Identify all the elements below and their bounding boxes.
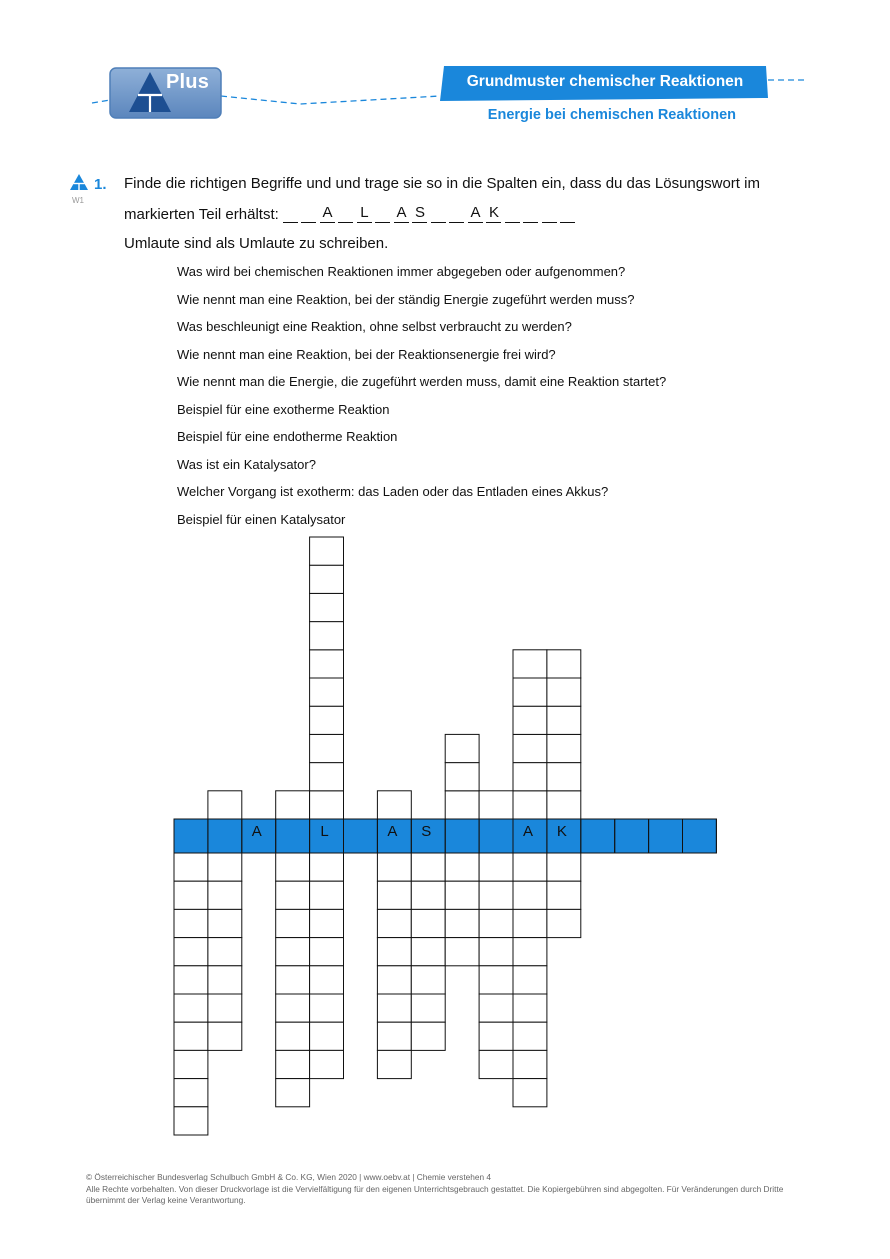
crossword-cell[interactable] [377,853,411,881]
header-subtitle: Energie bei chemischen Reaktionen [487,107,736,123]
logo-text: Plus [166,71,210,93]
crossword-cell[interactable] [479,938,513,966]
crossword-cell[interactable] [174,938,208,966]
crossword-cell[interactable] [513,706,547,734]
crossword-cell[interactable] [208,938,242,966]
crossword-cell[interactable] [208,909,242,937]
highlight-letter: A [251,823,262,840]
crossword-cell[interactable] [276,1022,310,1050]
crossword-cell[interactable] [377,881,411,909]
instruction-line-3: Umlaute sind als Umlaute zu schreiben. [124,235,389,252]
crossword-cell[interactable] [479,909,513,937]
header-title: Grundmuster chemischer Reaktionen [466,73,744,90]
question-item: Beispiel für eine exotherme Reaktion [177,401,390,417]
crossword-cell[interactable] [208,966,242,994]
crossword-cell[interactable] [445,763,479,791]
crossword-cell[interactable] [445,909,479,937]
crossword-cell[interactable] [445,853,479,881]
crossword-cell[interactable] [174,1022,208,1050]
crossword-cell[interactable] [208,1022,242,1050]
crossword-cell[interactable] [174,994,208,1022]
crossword-cell[interactable] [310,1022,344,1050]
crossword-cell[interactable] [479,881,513,909]
crossword-cell[interactable] [411,938,445,966]
solution-blank[interactable]: S [412,204,427,223]
crossword-cell[interactable] [310,706,344,734]
crossword-cell[interactable] [513,909,547,937]
crossword-cell[interactable] [479,1050,513,1078]
crossword-cell[interactable] [513,966,547,994]
highlight-letter: A [522,823,533,840]
crossword-cell[interactable] [377,1050,411,1078]
question-item: Was beschleunigt eine Reaktion, ohne selbst verbraucht zu werden? [177,319,572,334]
solution-blank[interactable]: A [468,204,483,223]
footer-copyright: © Österreichischer Bundesverlag Schulbuch GmbH & Co. KG, Wien 2020 | www.oebv.at | Chemie verstehen 4 [86,1172,492,1182]
crossword-cell[interactable] [174,909,208,937]
crossword-cell[interactable] [377,966,411,994]
crossword-cell[interactable] [445,881,479,909]
crossword-cell[interactable] [310,734,344,762]
question-item: Wie nennt man eine Reaktion, bei der ständig Energie zugeführt werden muss? [177,291,635,307]
crossword-cell[interactable] [513,1050,547,1078]
crossword-cell[interactable] [513,650,547,678]
crossword-cell[interactable] [513,1079,547,1107]
instruction-line-1: Finde die richtigen Begriffe und und trage sie so in die Spalten ein, dass du das Lösungswort im [124,175,760,192]
crossword-cell[interactable] [310,622,344,650]
crossword-cell[interactable] [310,994,344,1022]
crossword-cell[interactable] [513,881,547,909]
question-item: Welcher Vorgang ist exotherm: das Laden oder das Entladen eines Akkus? [177,484,609,499]
crossword-cell[interactable] [276,1050,310,1078]
crossword-cell[interactable] [310,909,344,937]
crossword-cell[interactable] [310,763,344,791]
crossword-cell[interactable] [411,909,445,937]
crossword-cell[interactable] [276,853,310,881]
crossword-cell[interactable] [276,966,310,994]
crossword-cell[interactable] [174,1050,208,1078]
crossword-cell[interactable] [310,650,344,678]
crossword-cell[interactable] [479,994,513,1022]
crossword-cell[interactable] [513,734,547,762]
crossword-cell[interactable] [547,881,581,909]
crossword-cell[interactable] [411,1022,445,1050]
crossword-cell[interactable] [547,763,581,791]
crossword-cell[interactable] [411,853,445,881]
crossword-cell[interactable] [174,1107,208,1135]
crossword-cell[interactable] [208,994,242,1022]
crossword-cell[interactable] [513,763,547,791]
crossword-cell[interactable] [276,1079,310,1107]
task-number: 1. [94,176,107,193]
question-item: Wie nennt man eine Reaktion, bei der Reaktionsenergie frei wird? [177,346,556,362]
crossword-cell[interactable] [547,791,581,819]
question-item: Beispiel für einen Katalysator [177,511,346,527]
crossword-cell[interactable] [513,678,547,706]
crossword-cell[interactable] [479,791,513,819]
crossword-cell[interactable] [208,853,242,881]
crossword-cell[interactable] [445,734,479,762]
crossword-cell[interactable] [208,881,242,909]
question-item: Was ist ein Katalysator? [177,456,316,472]
crossword-cell[interactable] [377,909,411,937]
crossword-cell[interactable] [411,966,445,994]
crossword-cell[interactable] [547,678,581,706]
crossword-cell[interactable] [310,938,344,966]
crossword-cell[interactable] [377,938,411,966]
crossword-cell[interactable] [310,678,344,706]
crossword-cell[interactable] [411,881,445,909]
crossword-cell[interactable] [547,734,581,762]
footer [86,1172,806,1207]
crossword-cell[interactable] [547,853,581,881]
crossword-cell[interactable] [310,537,344,565]
question-item: Was wird bei chemischen Reaktionen immer abgegeben oder aufgenommen? [177,264,626,279]
solution-blank[interactable]: A [394,204,409,223]
instruction-line-2-prefix: markierten Teil erhältst: [124,206,279,223]
crossword-cell[interactable] [513,853,547,881]
highlight-letter: A [387,823,398,840]
solution-blank[interactable]: L [357,204,372,223]
crossword-cell[interactable] [513,938,547,966]
crossword-cell[interactable] [547,650,581,678]
crossword-cell[interactable] [377,994,411,1022]
crossword-cell[interactable] [513,994,547,1022]
crossword-cell[interactable] [377,1022,411,1050]
crossword-cell[interactable] [208,791,242,819]
crossword-cell[interactable] [310,565,344,593]
footer-rights: Alle Rechte vorbehalten. Von dieser Druckvorlage ist die Vervielfältigung für den eigenen Unterrichtsgebrauch gestattet. Die Kopiergebühren sind abgegolten. Für Veränderungen durch Dritte übernimmt der Verlag keine Verantwortung. [86,1183,784,1205]
crossword-cell[interactable] [377,791,411,819]
highlight-letter: S [421,823,432,840]
crossword-cell[interactable] [547,909,581,937]
highlight-letter: L [320,823,329,840]
crossword-cell[interactable] [479,853,513,881]
crossword-cell[interactable] [547,706,581,734]
crossword-cell[interactable] [174,1079,208,1107]
crossword-cell[interactable] [411,994,445,1022]
crossword-cell[interactable] [513,791,547,819]
crossword-cell[interactable] [310,791,344,819]
solution-blank[interactable]: K [486,204,501,223]
crossword-cell[interactable] [513,1022,547,1050]
crossword-cell[interactable] [276,938,310,966]
crossword-cell[interactable] [310,1050,344,1078]
crossword-cell[interactable] [276,994,310,1022]
crossword-cell[interactable] [445,791,479,819]
crossword-cell[interactable] [310,881,344,909]
crossword-cell[interactable] [310,966,344,994]
crossword-cell[interactable] [174,966,208,994]
crossword-cell[interactable] [310,593,344,621]
crossword-cell[interactable] [276,881,310,909]
crossword-cell[interactable] [479,1022,513,1050]
crossword-cell[interactable] [174,881,208,909]
crossword-cell[interactable] [174,853,208,881]
task-code: W1 [72,196,84,205]
crossword-cell[interactable] [276,909,310,937]
crossword-cell[interactable] [310,853,344,881]
question-item: Wie nennt man die Energie, die zugeführt werden muss, damit eine Reaktion startet? [177,374,667,389]
question-item: Beispiel für eine endotherme Reaktion [177,429,398,444]
crossword-cell[interactable] [276,791,310,819]
highlight-letter: K [556,823,567,840]
solution-blank[interactable]: A [320,204,335,223]
crossword-cell[interactable] [445,938,479,966]
crossword-cell[interactable] [479,966,513,994]
